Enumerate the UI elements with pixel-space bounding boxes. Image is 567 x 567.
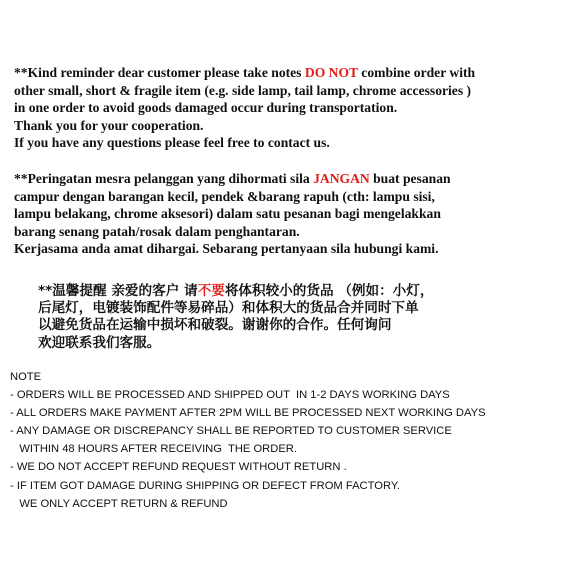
note-title: NOTE [10, 371, 42, 383]
note-line: - ANY DAMAGE OR DISCREPANCY SHALL BE REPORTED TO CUSTOMER SERVICE [10, 425, 452, 438]
malay-line-2: campur dengan barangan kecil, pendek &barang rapuh (cth: lampu sisi, [14, 188, 435, 204]
english-line-3: in one order to avoid goods damaged occur during transportation. [14, 100, 398, 116]
do-not-emphasis: DO NOT [304, 65, 358, 80]
english-line-2: other small, short & fragile item (e.g. side lamp, tail lamp, chrome accessories ) [14, 82, 472, 98]
note-line: - WE DO NOT ACCEPT REFUND REQUEST WITHOUT RETURN . [10, 461, 347, 474]
note-line: WE ONLY ACCEPT RETURN & REFUND [10, 497, 228, 510]
english-line-4: Thank you for your cooperation. [14, 117, 204, 133]
jangan-emphasis: JANGAN [313, 171, 370, 186]
malay-line-1-text: **Peringatan mesra pelanggan yang dihormati sila [14, 171, 314, 186]
malay-line-1 [14, 170, 557, 188]
chinese-line-1 [38, 283, 557, 300]
english-line-5: If you have any questions please feel free to contact us. [14, 135, 330, 151]
note-section [10, 368, 557, 513]
english-reminder [14, 64, 557, 152]
chinese-reminder [38, 283, 557, 352]
chinese-line-1-end: 将体积较小的货品 （例如：小灯， [224, 283, 434, 299]
english-line-1-end: combine order with [357, 65, 476, 80]
note-line: - IF ITEM GOT DAMAGE DURING SHIPPING OR DEFECT FROM FACTORY. [10, 479, 400, 492]
chinese-line-4: 欢迎联系我们客服。 [38, 334, 161, 351]
malay-line-1-end: buat pesanan [369, 171, 451, 186]
note-line: - ALL ORDERS MAKE PAYMENT AFTER 2PM WILL BE PROCESSED NEXT WORKING DAYS [10, 407, 486, 420]
note-line: WITHIN 48 HOURS AFTER RECEIVING THE ORDER. [10, 443, 297, 456]
buyao-emphasis: 不要 [197, 283, 225, 299]
malay-line-5: Kerjasama anda amat dihargai. Sebarang pertanyaan sila hubungi kami. [14, 241, 439, 257]
chinese-line-3: 以避免货品在运输中损坏和破裂。谢谢你的合作。任何询问 [38, 317, 392, 334]
malay-reminder [14, 170, 557, 258]
chinese-line-2: 后尾灯，电镀装饰配件等易碎品）和体积大的货品合并同时下单 [38, 300, 419, 317]
english-line-1-text: **Kind reminder dear customer please take notes [14, 65, 305, 80]
chinese-line-1-text: **温馨提醒 亲爱的客户 请 [38, 283, 198, 299]
english-line-1 [14, 64, 557, 82]
malay-line-4: barang senang patah/rosak dalam penghantaran. [14, 223, 300, 239]
note-line: - ORDERS WILL BE PROCESSED AND SHIPPED OUT IN 1-2 DAYS WORKING DAYS [10, 389, 450, 402]
malay-line-3: lampu belakang, chrome aksesori) dalam satu pesanan bagi mengelakkan [14, 206, 441, 222]
